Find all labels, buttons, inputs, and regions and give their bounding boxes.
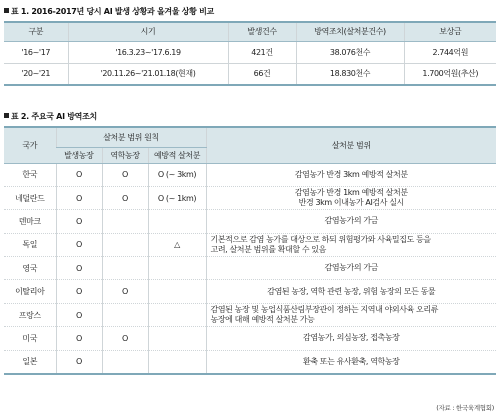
cell-scope <box>206 280 496 303</box>
cell-country: 네덜란드 <box>4 186 56 209</box>
header-country: 국가 <box>4 127 56 163</box>
header-epidemiological-farm: 역학농장 <box>102 147 148 163</box>
scope-line: 감염농가의 가금 <box>324 263 378 273</box>
cell-epidemiological <box>102 303 148 326</box>
cell-scope <box>206 210 496 233</box>
measures-table <box>4 126 496 375</box>
table-header-row <box>4 22 496 41</box>
cell-culling: 18.830천수 <box>296 63 404 85</box>
cell-preventive <box>148 327 206 350</box>
scope-line: 기본적으로 감염 농가를 대상으로 하되 위험평가와 사육밀집도 등을 <box>210 234 431 244</box>
header-compensation: 보상금 <box>404 22 496 41</box>
scope-line: 농장에 대해 예방적 살처분 가능 <box>210 315 315 325</box>
cell-occurrence: O <box>56 257 102 280</box>
cell-preventive: O (~ 1km) <box>148 186 206 209</box>
scope-line: 감염농가, 의심농장, 접촉농장 <box>303 333 400 343</box>
scope-line: 감염농가 반경 3km 예방적 살처분 <box>294 169 408 179</box>
cell-scope <box>206 327 496 350</box>
cell-epidemiological <box>102 350 148 373</box>
cell-period: '16.3.23~'17.6.19 <box>68 41 228 63</box>
cell-period: '20.11.26~'21.01.18(현재) <box>68 63 228 85</box>
scope-line: 감염농가의 가금 <box>324 216 378 226</box>
cell-scope <box>206 257 496 280</box>
scope-line: 반경 3km 이내농가 AI검사 실시 <box>298 198 404 208</box>
header-scope: 살처분 범위 <box>206 127 496 163</box>
cell-outbreaks: 66건 <box>228 63 296 85</box>
header-occurrence-farm: 발생농장 <box>56 147 102 163</box>
cell-preventive <box>148 350 206 373</box>
cell-occurrence: O <box>56 280 102 303</box>
cell-scope <box>206 163 496 186</box>
cell-country: 프랑스 <box>4 303 56 326</box>
cell-occurrence: O <box>56 163 102 186</box>
cell-outbreaks: 421건 <box>228 41 296 63</box>
table-row <box>4 186 496 209</box>
cell-preventive <box>148 280 206 303</box>
cell-epidemiological: O <box>102 280 148 303</box>
table-row <box>4 63 496 85</box>
header-outbreaks: 발생건수 <box>228 22 296 41</box>
cell-country: 한국 <box>4 163 56 186</box>
cell-compensation: 1.700억원(추산) <box>404 63 496 85</box>
cell-country: 독일 <box>4 233 56 256</box>
cell-scope <box>206 303 496 326</box>
cell-country: 영국 <box>4 257 56 280</box>
table-row <box>4 233 496 256</box>
cell-occurrence: O <box>56 186 102 209</box>
scope-line: 고려, 살처분 범위를 확대할 수 있음 <box>210 244 326 254</box>
cell-country: 덴마크 <box>4 210 56 233</box>
cell-scope <box>206 350 496 373</box>
cell-occurrence: O <box>56 350 102 373</box>
cell-epidemiological <box>102 233 148 256</box>
cell-scope <box>206 233 496 256</box>
header-period: 시기 <box>68 22 228 41</box>
header-principle: 살처분 범위 원칙 <box>56 127 206 147</box>
caption-bullet-icon <box>4 113 9 118</box>
cell-country: 이탈리아 <box>4 280 56 303</box>
cell-preventive <box>148 210 206 233</box>
table-row <box>4 327 496 350</box>
cell-occurrence: O <box>56 233 102 256</box>
table-row <box>4 210 496 233</box>
cell-occurrence: O <box>56 327 102 350</box>
cell-category: '16~'17 <box>4 41 68 63</box>
cell-occurrence: O <box>56 303 102 326</box>
cell-country: 미국 <box>4 327 56 350</box>
cell-preventive <box>148 303 206 326</box>
source-note: (자료 : 한국육계협회) <box>436 404 494 412</box>
cell-occurrence: O <box>56 210 102 233</box>
cell-epidemiological: O <box>102 163 148 186</box>
cell-compensation: 2.744억원 <box>404 41 496 63</box>
cell-epidemiological: O <box>102 186 148 209</box>
table-row <box>4 163 496 186</box>
scope-line: 감염농가 반경 1km 예방적 살처분 <box>294 188 408 198</box>
cell-preventive: △ <box>148 233 206 256</box>
table-row <box>4 41 496 63</box>
comparison-table <box>4 21 496 86</box>
cell-scope <box>206 186 496 209</box>
cell-epidemiological: O <box>102 327 148 350</box>
scope-line: 감염된 농장, 역학 관련 농장, 위험 농장의 모든 동물 <box>267 286 436 296</box>
table1-caption: 표 1. 2016-2017년 당시 AI 발생 상황과 올겨울 상황 비교 <box>4 6 214 17</box>
cell-country: 일본 <box>4 350 56 373</box>
table2-caption: 표 2. 주요국 AI 방역조치 <box>4 111 97 122</box>
cell-culling: 38.076천수 <box>296 41 404 63</box>
cell-preventive <box>148 257 206 280</box>
table-row <box>4 303 496 326</box>
scope-line: 감염된 농장 및 농업식품산림부장관이 정하는 지역내 야외사육 오리류 <box>210 305 439 315</box>
table-header-row <box>4 127 496 147</box>
table-row <box>4 350 496 373</box>
cell-preventive: O (~ 3km) <box>148 163 206 186</box>
header-culling: 방역조치(살처분건수) <box>296 22 404 41</box>
header-preventive-culling: 예방적 살처분 <box>148 147 206 163</box>
caption-bullet-icon <box>4 8 9 13</box>
cell-epidemiological <box>102 210 148 233</box>
cell-category: '20~'21 <box>4 63 68 85</box>
table-row <box>4 280 496 303</box>
cell-epidemiological <box>102 257 148 280</box>
scope-line: 환축 또는 유사환축, 역학농장 <box>303 356 400 366</box>
table-row <box>4 257 496 280</box>
header-category: 구분 <box>4 22 68 41</box>
